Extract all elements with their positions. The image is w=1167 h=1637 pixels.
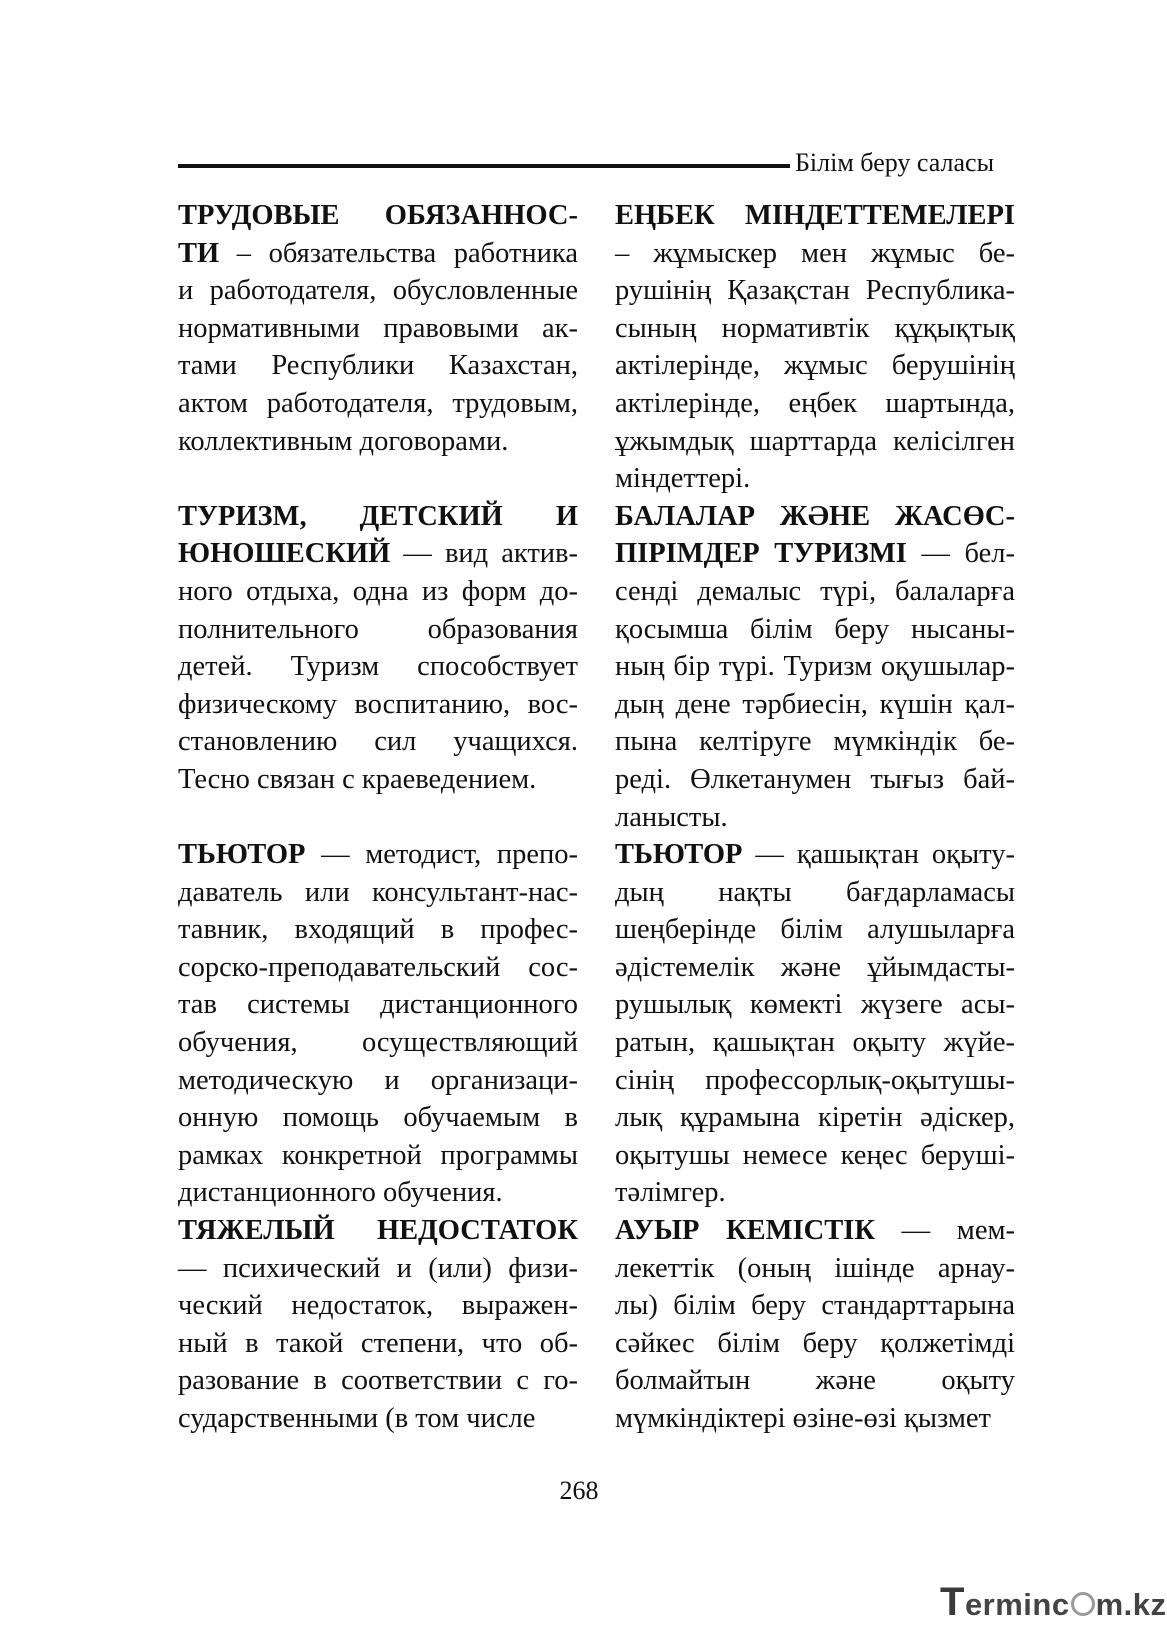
entry-line — [615, 1062, 1015, 1100]
entry-line — [178, 648, 578, 686]
entry-text: сының нормативтік құқықтық — [615, 312, 1015, 344]
entry-text: нормативными правовыми ак- — [178, 312, 578, 344]
entry-text: — бел- — [906, 538, 1015, 570]
entry-line — [178, 986, 578, 1024]
entry-text: физическому воспитанию, вос- — [178, 688, 578, 720]
entry-gap — [178, 460, 578, 498]
entry-tourism-kz — [615, 498, 1015, 836]
entry-line — [615, 1174, 1015, 1212]
entry-text: коллективным договорами. — [178, 425, 509, 457]
entry-text: рушінің Қазақстан Республика- — [615, 275, 1015, 307]
entry-line — [178, 1137, 578, 1175]
watermark-o-icon — [1071, 1592, 1095, 1616]
entry-line — [178, 723, 578, 761]
entry-text: ратын, қашықтан оқыту жүйе- — [615, 1027, 1015, 1059]
entry-line — [178, 761, 578, 799]
entry-text: тав системы дистанционного — [178, 989, 578, 1021]
entry-line — [178, 310, 578, 348]
entry-text: ұжымдық шарттарда келісілген — [615, 425, 1015, 457]
entry-text: оқытушы немесе кеңес беруші- — [615, 1139, 1015, 1171]
entry-line — [178, 573, 578, 611]
entry-text: сенді демалыс түрі, балаларға — [615, 575, 1015, 607]
entry-line — [615, 1212, 1015, 1250]
watermark-text-1: erminc — [964, 1587, 1070, 1622]
entry-line — [178, 235, 578, 273]
entry-text: ланысты. — [615, 801, 728, 833]
entry-line — [615, 723, 1015, 761]
entry-text: сорско-преподавательский сос- — [178, 951, 578, 983]
entry-line — [615, 648, 1015, 686]
entry-text: реді. Өлкетанумен тығыз бай- — [615, 763, 1015, 795]
entry-line — [615, 1137, 1015, 1175]
entry-text: ного отдыха, одна из форм до- — [178, 575, 578, 607]
entry-text: дың нақты бағдарламасы — [615, 876, 1015, 908]
entry-text: — психический и (или) физи- — [178, 1252, 578, 1284]
entry-line — [615, 799, 1015, 837]
entry-text: — қашықтан оқыту- — [742, 839, 1015, 871]
entry-text: полнительного образования — [178, 613, 578, 645]
entry-line — [178, 423, 578, 461]
entry-text: мүмкіндіктері өзіне-өзі қызмет — [615, 1403, 991, 1434]
entry-term: ПІРІМДЕР ТУРИЗМІ — [615, 538, 907, 570]
entry-severe-defect-kz — [615, 1212, 1015, 1438]
entry-line — [615, 874, 1015, 912]
entry-line — [178, 498, 578, 536]
entry-text: ның бір түрі. Туризм оқушылар- — [615, 651, 1015, 683]
entry-term: ТИ — [178, 237, 220, 269]
entry-text: – обязательства работника — [219, 237, 578, 269]
entry-text: дистанционного обучения. — [178, 1177, 503, 1209]
entry-text: разование в соответствии с го- — [178, 1365, 578, 1397]
entry-text: даватель или консультант-нас- — [178, 876, 578, 908]
entry-term: ТЯЖЕЛЫЙ НЕДОСТАТОК — [178, 1215, 578, 1247]
entry-line — [178, 911, 578, 949]
entry-line — [178, 611, 578, 649]
entry-line — [615, 911, 1015, 949]
entry-text: тавник, входящий в профес- — [178, 914, 578, 946]
watermark-letter: T — [940, 1580, 965, 1624]
entry-text: міндеттері. — [615, 463, 751, 495]
entry-text: лекеттік (оның ішінде арнау- — [615, 1252, 1015, 1284]
entry-line — [615, 1362, 1015, 1400]
entry-text: әдістемелік және ұйымдасты- — [615, 951, 1015, 983]
entry-text: ческий недостаток, выражен- — [178, 1290, 578, 1322]
entry-text: рушылық көмекті жүзеге асы- — [615, 989, 1015, 1021]
entry-tourism-ru — [178, 498, 578, 799]
entry-text: актілерінде, еңбек шартында, — [615, 387, 1015, 419]
entry-term: ТРУДОВЫЕ ОБЯЗАННОС- — [178, 200, 578, 231]
entry-term: ЕҢБЕК МІНДЕТТЕМЕЛЕРІ — [615, 200, 1015, 231]
entry-line — [615, 761, 1015, 799]
entry-text: – жұмыскер мен жұмыс бе- — [615, 237, 1015, 269]
entry-text: и работодателя, обусловленные — [178, 275, 578, 307]
entry-text: шеңберінде білім алушыларға — [615, 914, 1015, 946]
entry-text: тами Республики Казахстан, — [178, 350, 578, 382]
entry-line — [615, 1287, 1015, 1325]
entry-line — [615, 986, 1015, 1024]
entry-line — [178, 1250, 578, 1288]
entry-labor-duties-ru — [178, 197, 578, 460]
entry-text: становлению сил учащихся. — [178, 726, 578, 758]
entry-line — [178, 272, 578, 310]
entry-text: методическую и организаци- — [178, 1064, 578, 1096]
entry-line — [178, 1362, 578, 1400]
header-rule — [178, 164, 790, 168]
entry-line — [615, 1325, 1015, 1363]
entry-text: актілерінде, жұмыс берушінің — [615, 350, 1015, 382]
entry-text: қосымша білім беру нысаны- — [615, 613, 1015, 645]
entry-labor-duties-kz — [615, 197, 1015, 498]
running-header: Білім беру саласы — [795, 148, 995, 177]
entry-text: сәйкес білім беру қолжетімді — [615, 1327, 1015, 1359]
entry-line — [178, 1287, 578, 1325]
entry-line — [178, 1062, 578, 1100]
entry-text: рамках конкретной программы — [178, 1139, 578, 1171]
entry-line — [615, 460, 1015, 498]
entry-line — [178, 1400, 578, 1438]
entry-line — [178, 347, 578, 385]
entry-term: ТЬЮТОР — [178, 839, 306, 871]
entry-line — [615, 1099, 1015, 1137]
entry-text: — методист, препо- — [305, 839, 578, 871]
entry-term: ЮНОШЕСКИЙ — [178, 538, 391, 570]
entry-text: сударственными (в том числе — [178, 1403, 536, 1434]
entry-line — [615, 385, 1015, 423]
entry-text: лық құрамына кіретін әдіскер, — [615, 1102, 1015, 1134]
entry-text: пына келтіруге мүмкіндік бе- — [615, 726, 1015, 758]
entry-line — [615, 686, 1015, 724]
entry-line — [178, 1174, 578, 1212]
entry-line — [615, 310, 1015, 348]
russian-column — [178, 197, 578, 1438]
entry-tutor-kz — [615, 836, 1015, 1212]
entry-text: Тесно связан с краеведением. — [178, 763, 537, 795]
entry-text: лы) білім беру стандарттарына — [615, 1290, 1015, 1322]
entry-text: дың дене тәрбиесін, күшін қал- — [615, 688, 1015, 720]
entry-line — [615, 611, 1015, 649]
entry-gap — [178, 799, 578, 837]
entry-text: — вид актив- — [390, 538, 578, 570]
entry-line — [615, 347, 1015, 385]
entry-line — [178, 197, 578, 235]
entry-line — [615, 1024, 1015, 1062]
entry-text: ный в такой степени, что об- — [178, 1327, 578, 1359]
entry-term: АУЫР КЕМІСТІК — [615, 1215, 876, 1247]
entry-text: обучения, осуществляющий — [178, 1027, 578, 1059]
entry-line — [178, 686, 578, 724]
entry-text: тәлімгер. — [615, 1177, 726, 1209]
entry-text: актом работодателя, трудовым, — [178, 387, 578, 419]
entry-line — [615, 535, 1015, 573]
termincom-watermark[interactable] — [940, 1580, 1167, 1624]
entry-tutor-ru — [178, 836, 578, 1212]
entry-line — [615, 235, 1015, 273]
entry-line — [178, 836, 578, 874]
entry-line — [615, 272, 1015, 310]
entry-text: болмайтын және оқыту — [615, 1365, 1015, 1397]
kazakh-column — [615, 197, 1015, 1438]
entry-line — [615, 1400, 1015, 1438]
entry-term: ТЬЮТОР — [615, 839, 743, 871]
entry-text: — мем- — [875, 1215, 1015, 1247]
watermark-text-2: m.kz — [1095, 1587, 1167, 1622]
entry-line — [178, 1024, 578, 1062]
entry-line — [178, 1212, 578, 1250]
entry-line — [615, 1250, 1015, 1288]
entry-line — [178, 535, 578, 573]
entry-text: детей. Туризм способствует — [178, 651, 578, 683]
entry-term: БАЛАЛАР ЖӘНЕ ЖАСӨС- — [615, 500, 1015, 532]
entry-text: сінің профессорлық-оқытушы- — [615, 1064, 1015, 1096]
entry-line — [178, 874, 578, 912]
entry-line — [178, 385, 578, 423]
entry-line — [178, 1099, 578, 1137]
entry-term: ТУРИЗМ, ДЕТСКИЙ И — [178, 500, 578, 532]
entry-line — [615, 836, 1015, 874]
entry-severe-defect-ru — [178, 1212, 578, 1438]
entry-line — [178, 1325, 578, 1363]
entry-line — [615, 573, 1015, 611]
entry-line — [615, 949, 1015, 987]
entry-line — [615, 498, 1015, 536]
entry-text: онную помощь обучаемым в — [178, 1102, 578, 1134]
entry-line — [178, 949, 578, 987]
entry-line — [615, 197, 1015, 235]
entry-line — [615, 423, 1015, 461]
page-number: 268 — [559, 1476, 599, 1505]
